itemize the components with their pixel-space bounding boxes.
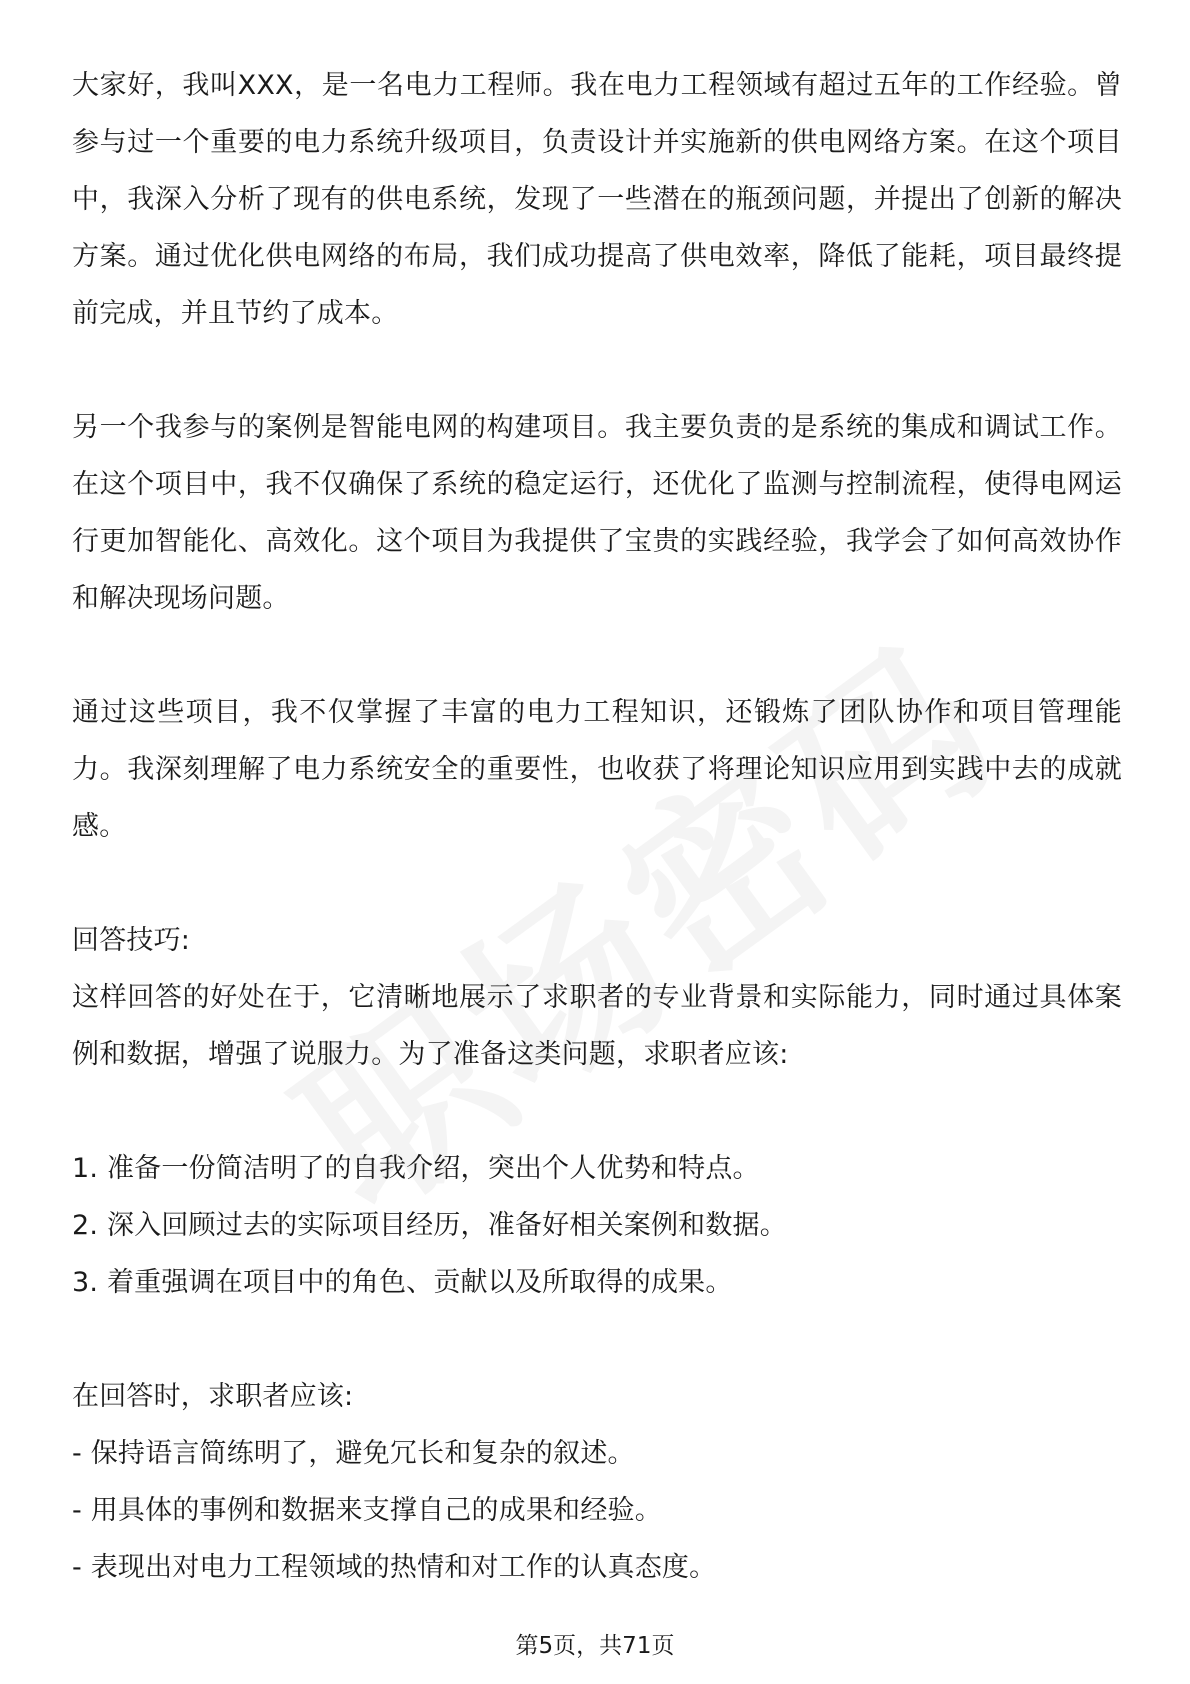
bullet-item: - 表现出对电力工程领域的热情和对工作的认真态度。 [72, 1552, 717, 1583]
answering-heading: 在回答时，求职者应该: [72, 1381, 354, 1412]
paragraph-project-2: 另一个我参与的案例是智能电网的构建项目。我主要负责的是系统的集成和调试工作。在这个项目中，我不仅确保了系统的稳定运行，还优化了监测与控制流程，使得电网运行更加智能化、高效化。这个项目为我提供了宝贵的实践经验，我学会了如何高效协作和解决现场问题。 [72, 412, 1122, 614]
numbered-item: 3. 着重强调在项目中的角色、贡献以及所取得的成果。 [72, 1267, 733, 1298]
paragraph-gap [72, 855, 1122, 912]
tips-heading: 回答技巧: [72, 925, 191, 956]
paragraph-gap [72, 627, 1122, 684]
page-number: 第5页，共71页 [515, 1633, 675, 1659]
tips-intro: 这样回答的好处在于，它清晰地展示了求职者的专业背景和实际能力，同时通过具体案例和数据，增强了说服力。为了准备这类问题，求职者应该: [72, 982, 1122, 1070]
bullet-item: - 保持语言简练明了，避免冗长和复杂的叙述。 [72, 1438, 635, 1469]
paragraph-project-1: 大家好，我叫XXX，是一名电力工程师。我在电力工程领域有超过五年的工作经验。曾参与过一个重要的电力系统升级项目，负责设计并实施新的供电网络方案。在这个项目中，我深入分析了现有的供电系统，发现了一些潜在的瓶颈问题，并提出了创新的解决方案。通过优化供电网络的布局，我们成功提高了供电效率，降低了能耗，项目最终提前完成，并且节约了成本。 [72, 70, 1122, 329]
numbered-item: 1. 准备一份简洁明了的自我介绍，突出个人优势和特点。 [72, 1153, 760, 1184]
paragraph-summary: 通过这些项目，我不仅掌握了丰富的电力工程知识，还锻炼了团队协作和项目管理能力。我深刻理解了电力系统安全的重要性，也收获了将理论知识应用到实践中去的成就感。 [72, 697, 1122, 842]
bullet-item: - 用具体的事例和数据来支撑自己的成果和经验。 [72, 1495, 662, 1526]
paragraph-gap [72, 1311, 1122, 1368]
numbered-item: 2. 深入回顾过去的实际项目经历，准备好相关案例和数据。 [72, 1210, 787, 1241]
paragraph-gap [72, 1083, 1122, 1140]
paragraph-gap [72, 342, 1122, 399]
document-body [72, 57, 1122, 1596]
